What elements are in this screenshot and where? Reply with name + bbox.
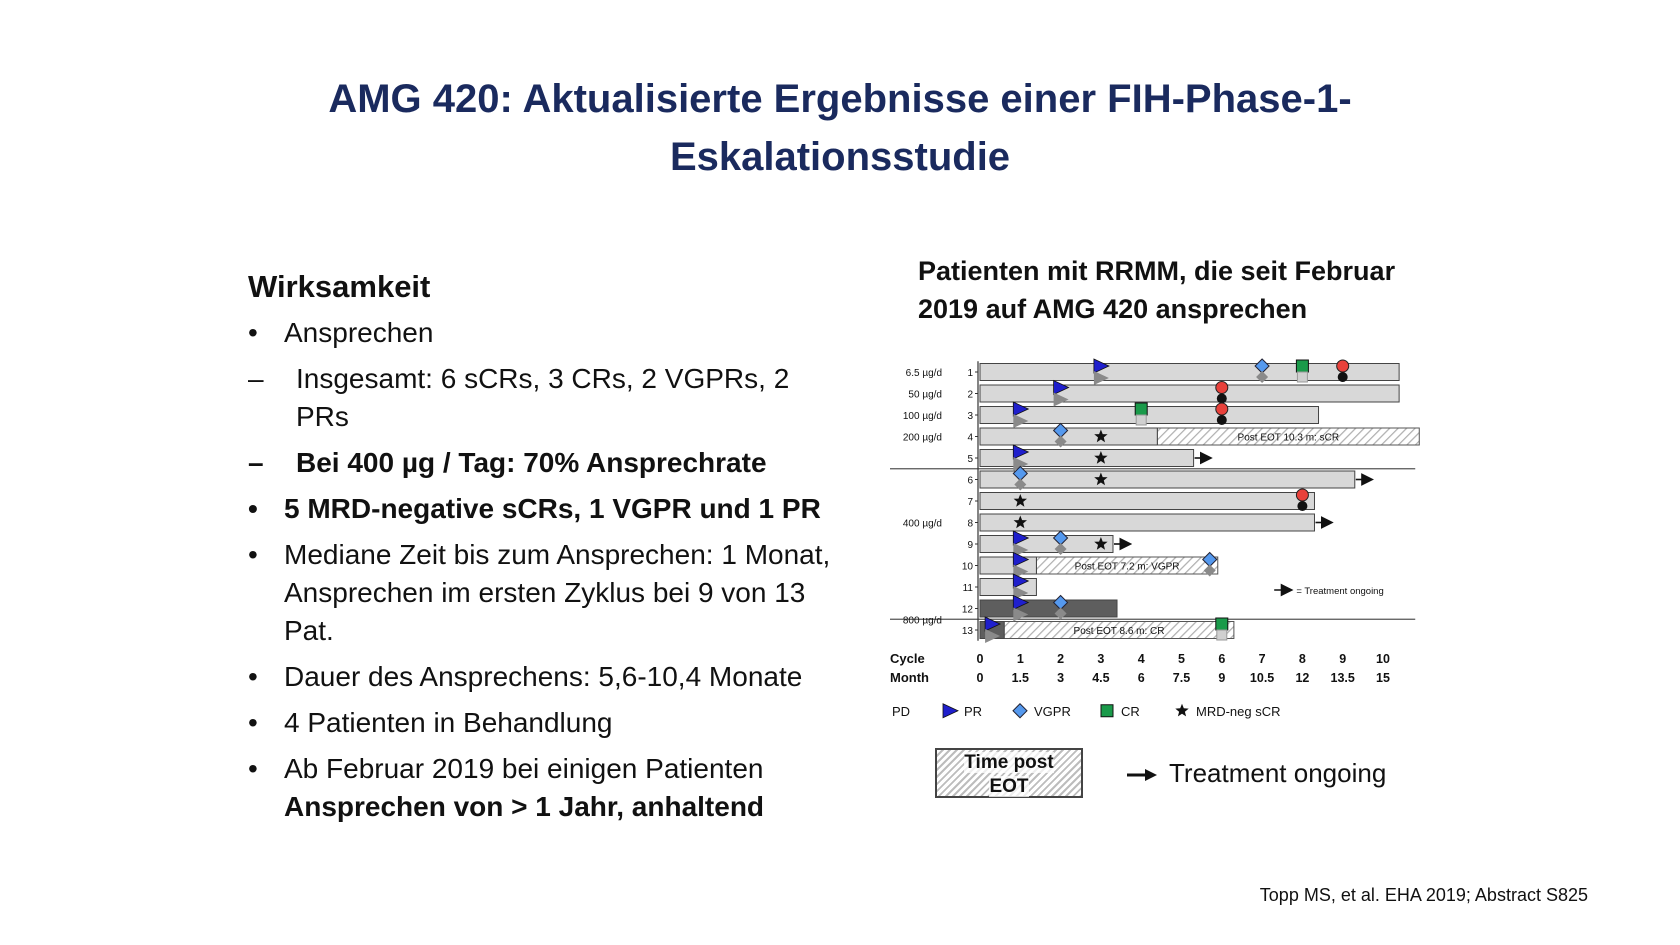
pr-marker (943, 704, 958, 718)
x-axis-title-cycle: Cycle (890, 650, 925, 666)
patient-id-label: 6 (967, 475, 973, 487)
legend-label: CR (1121, 703, 1140, 719)
legend-label: MRD-neg sCR (1196, 703, 1281, 719)
cycle-tick-label: 6 (1218, 651, 1226, 666)
bullet-text: Mediane Zeit bis zum Ansprechen: 1 Monat, Ansprechen im ersten Zyklus bei 9 von 13 Pat. (284, 539, 831, 646)
patient-id-label: 12 (961, 604, 973, 616)
pd-marker-ghost (1217, 394, 1227, 404)
cycle-tick-label: 1 (1016, 651, 1024, 666)
dash-icon: – (248, 363, 264, 394)
pd-marker (1337, 360, 1349, 372)
cycle-tick-label: 7 (1258, 651, 1266, 666)
treatment-bar (980, 600, 1117, 617)
dash-text: Bei 400 µg / Tag: 70% Ansprechrate (296, 447, 767, 478)
chart-layer (890, 359, 1419, 719)
dash-item (248, 444, 848, 482)
slide-title (200, 70, 1480, 186)
pd-marker (1216, 382, 1228, 394)
dose-group-label: 6.5 µg/d (905, 368, 942, 379)
legend-label: PD (892, 703, 911, 719)
dose-group-label: 400 µg/d (902, 518, 942, 530)
bullet-item (248, 658, 848, 696)
bullet-item (248, 704, 848, 742)
time-post-eot-box (935, 748, 1083, 798)
treatment-bar (980, 514, 1314, 531)
cr-marker (1296, 360, 1308, 372)
dose-group-label: 200 µg/d (902, 432, 942, 444)
month-tick-label: 6 (1137, 670, 1145, 685)
month-tick-label: 13.5 (1330, 670, 1355, 685)
pd-marker-ghost (1338, 372, 1348, 382)
eot-label-line-1: Time post (964, 752, 1054, 773)
month-tick-label: 7.5 (1172, 670, 1191, 685)
treatment-bar (980, 385, 1399, 402)
dash-icon: – (248, 447, 264, 478)
swimmer-chart (890, 350, 1430, 735)
treatment-bar (980, 493, 1314, 510)
bullet-text-bold: Ansprechen von > 1 Jahr, anhaltend (284, 791, 765, 822)
legend-label: VGPR (1034, 703, 1071, 719)
bullet-icon: • (248, 753, 258, 784)
bullet-text: Ansprechen (284, 317, 434, 348)
treatment-bar (980, 450, 1194, 467)
bullet-icon: • (248, 661, 258, 692)
cycle-tick-label: 3 (1097, 651, 1105, 666)
bullet-item (248, 536, 848, 650)
eot-legend (935, 748, 1495, 800)
bullet-icon: • (248, 317, 258, 348)
post-eot-label: Post EOT 7.2 m: VGPR (1074, 561, 1180, 573)
cycle-tick-label: 10 (1376, 651, 1390, 666)
cr-marker-ghost (1136, 415, 1146, 425)
chart-title (918, 252, 1478, 328)
legend-label: PR (964, 703, 983, 719)
patient-id-label: 7 (967, 497, 973, 508)
bullet-item (248, 490, 848, 528)
arrow-right-icon (1127, 768, 1157, 782)
bullet-text: Ab Februar 2019 bei einigen Patienten (284, 753, 764, 784)
treatment-ongoing-legend (1127, 758, 1386, 789)
post-eot-label: Post EOT 8.6 m: CR (1073, 626, 1165, 637)
treatment-bar (980, 536, 1113, 553)
pd-marker (1216, 403, 1228, 415)
bullet-text: 4 Patienten in Behandlung (284, 707, 613, 738)
bullet-icon: • (248, 539, 258, 570)
cr-marker-ghost (1297, 372, 1307, 382)
bullet-item (248, 314, 848, 352)
patient-id-label: 3 (967, 411, 973, 422)
bullet-text: Dauer des Ansprechens: 5,6-10,4 Monate (284, 661, 803, 692)
eot-label-line-2: EOT (989, 776, 1029, 797)
dose-group-label: 50 µg/d (908, 389, 942, 401)
cycle-tick-label: 0 (976, 651, 984, 666)
bullet-item (248, 750, 848, 826)
cycle-tick-label: 4 (1137, 651, 1145, 666)
treatment-bar (980, 428, 1157, 445)
cycle-tick-label: 8 (1298, 651, 1306, 666)
month-tick-label: 0 (976, 670, 984, 685)
chart-title-line-1: Patienten mit RRMM, die seit Februar (918, 256, 1396, 286)
dose-group-label: 100 µg/d (902, 411, 942, 422)
treatment-ongoing-label: Treatment ongoing (1169, 758, 1387, 788)
month-tick-label: 1.5 (1011, 670, 1029, 685)
cr-marker (1135, 403, 1147, 415)
month-tick-label: 15 (1376, 670, 1390, 685)
dose-group-label: 800 µg/d (902, 615, 942, 627)
treatment-bar (980, 471, 1355, 488)
inline-ongoing-label: = Treatment ongoing (1296, 586, 1384, 597)
cr-marker (1216, 618, 1228, 630)
patient-id-label: 13 (961, 626, 973, 637)
pd-marker-ghost (1217, 415, 1227, 425)
vgpr-marker (1013, 704, 1027, 718)
pd-marker-ghost (1297, 501, 1307, 511)
title-line-2: Eskalationsstudie (669, 135, 1011, 179)
bullet-icon: • (248, 707, 258, 738)
pd-marker (1296, 489, 1308, 501)
mrd-neg-star-marker (1175, 704, 1188, 717)
patient-id-label: 1 (967, 368, 973, 379)
month-tick-label: 10.5 (1249, 670, 1275, 685)
cr-marker-ghost (1217, 630, 1227, 640)
cycle-tick-label: 9 (1339, 651, 1347, 666)
cycle-tick-label: 2 (1057, 651, 1065, 666)
patient-id-label: 8 (967, 518, 973, 530)
month-tick-label: 4.5 (1092, 670, 1110, 685)
patient-id-label: 11 (962, 583, 973, 594)
month-tick-label: 9 (1218, 670, 1226, 685)
post-eot-label: Post EOT 10.3 m: sCR (1237, 432, 1340, 444)
cycle-tick-label: 5 (1178, 651, 1185, 666)
bullet-text: 5 MRD-negative sCRs, 1 VGPR und 1 PR (284, 493, 821, 524)
x-axis-title-month: Month (890, 669, 929, 685)
dash-text: Insgesamt: 6 sCRs, 3 CRs, 2 VGPRs, 2 PRs (296, 363, 790, 432)
month-tick-label: 12 (1295, 670, 1310, 685)
patient-id-label: 4 (967, 432, 973, 444)
treatment-bar (980, 407, 1319, 424)
cr-marker (1101, 705, 1113, 717)
efficacy-heading: Wirksamkeit (248, 269, 431, 304)
month-tick-label: 3 (1057, 670, 1065, 685)
patient-id-label: 9 (967, 540, 973, 551)
chart-title-line-2: 2019 auf AMG 420 ansprechen (918, 294, 1308, 324)
bullet-icon: • (248, 493, 258, 524)
patient-id-label: 10 (961, 561, 973, 573)
patient-id-label: 2 (967, 389, 973, 401)
patient-id-label: 5 (967, 454, 973, 465)
citation: Topp MS, et al. EHA 2019; Abstract S825 (1259, 885, 1588, 905)
efficacy-panel (248, 268, 848, 834)
title-line-1: AMG 420: Aktualisierte Ergebnisse einer FIH-Phase-1- (328, 77, 1352, 121)
dash-item (248, 360, 848, 436)
